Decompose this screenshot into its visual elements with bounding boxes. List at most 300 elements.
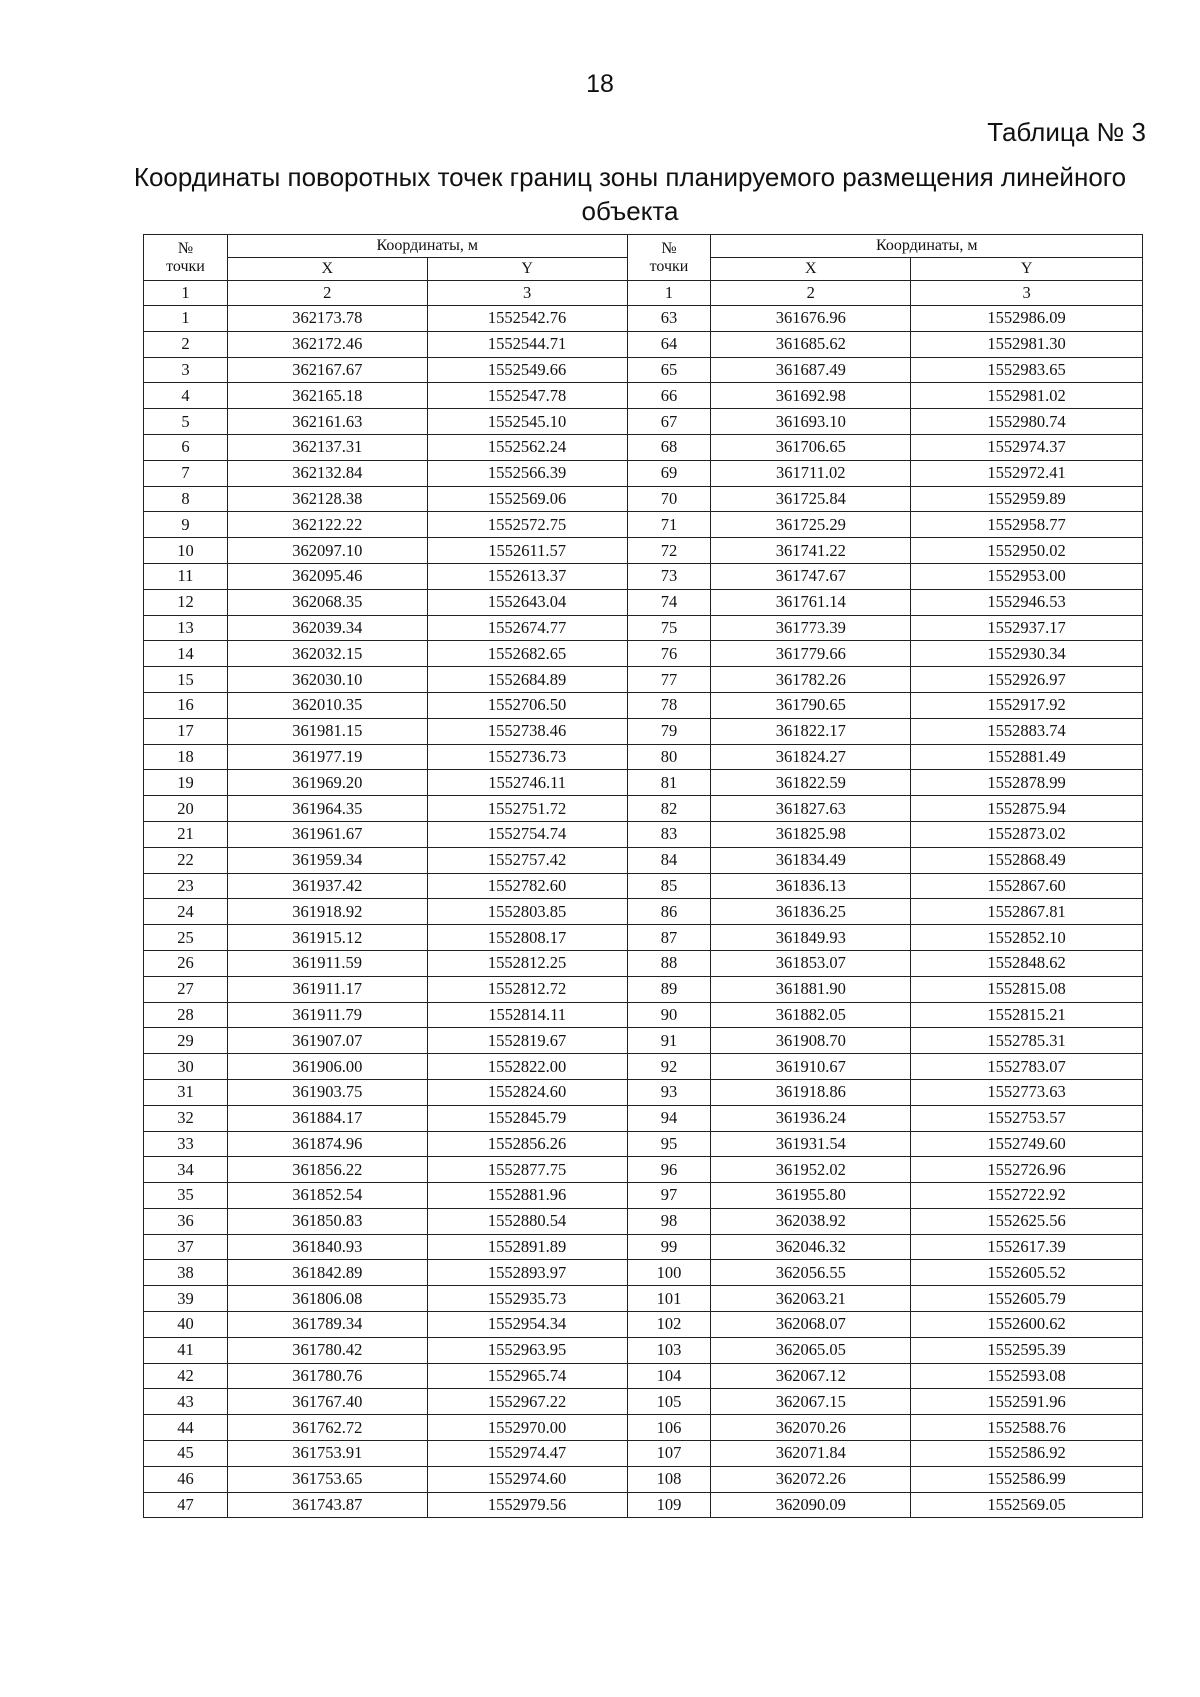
left-y-coordinate: 1552738.46 xyxy=(427,718,627,744)
table-row xyxy=(144,873,1143,899)
right-y-coordinate: 1552605.52 xyxy=(911,1260,1143,1286)
left-point-number: 24 xyxy=(144,899,228,925)
header-point-no-left: № точки xyxy=(144,235,228,281)
table-row xyxy=(144,847,1143,873)
right-x-coordinate: 362065.05 xyxy=(711,1337,911,1363)
right-y-coordinate: 1552591.96 xyxy=(911,1389,1143,1415)
right-x-coordinate: 361711.02 xyxy=(711,460,911,486)
left-point-number: 31 xyxy=(144,1079,228,1105)
header-y-left: Y xyxy=(427,258,627,281)
left-y-coordinate: 1552736.73 xyxy=(427,744,627,770)
left-y-coordinate: 1552891.89 xyxy=(427,1234,627,1260)
right-point-number: 101 xyxy=(627,1286,711,1312)
table-row xyxy=(144,409,1143,435)
table-row xyxy=(144,692,1143,718)
left-point-number: 11 xyxy=(144,563,228,589)
table-row xyxy=(144,486,1143,512)
left-y-coordinate: 1552684.89 xyxy=(427,667,627,693)
right-y-coordinate: 1552981.02 xyxy=(911,383,1143,409)
left-point-number: 10 xyxy=(144,538,228,564)
left-y-coordinate: 1552974.60 xyxy=(427,1466,627,1492)
left-y-coordinate: 1552674.77 xyxy=(427,615,627,641)
right-x-coordinate: 362068.07 xyxy=(711,1312,911,1338)
left-point-number: 1 xyxy=(144,306,228,332)
left-x-coordinate: 361780.42 xyxy=(227,1337,427,1363)
right-x-coordinate: 361918.86 xyxy=(711,1079,911,1105)
right-point-number: 97 xyxy=(627,1183,711,1209)
column-number: 2 xyxy=(711,281,911,306)
left-point-number: 14 xyxy=(144,641,228,667)
left-y-coordinate: 1552682.65 xyxy=(427,641,627,667)
left-x-coordinate: 361961.67 xyxy=(227,821,427,847)
left-y-coordinate: 1552963.95 xyxy=(427,1337,627,1363)
left-y-coordinate: 1552569.06 xyxy=(427,486,627,512)
left-x-coordinate: 361806.08 xyxy=(227,1286,427,1312)
right-point-number: 91 xyxy=(627,1028,711,1054)
right-y-coordinate: 1552881.49 xyxy=(911,744,1143,770)
right-x-coordinate: 361782.26 xyxy=(711,667,911,693)
right-y-coordinate: 1552586.99 xyxy=(911,1466,1143,1492)
left-x-coordinate: 361915.12 xyxy=(227,925,427,951)
left-x-coordinate: 361937.42 xyxy=(227,873,427,899)
right-x-coordinate: 362070.26 xyxy=(711,1415,911,1441)
right-y-coordinate: 1552753.57 xyxy=(911,1105,1143,1131)
left-point-number: 46 xyxy=(144,1466,228,1492)
right-y-coordinate: 1552883.74 xyxy=(911,718,1143,744)
right-y-coordinate: 1552926.97 xyxy=(911,667,1143,693)
left-point-number: 30 xyxy=(144,1054,228,1080)
right-x-coordinate: 362056.55 xyxy=(711,1260,911,1286)
right-x-coordinate: 361676.96 xyxy=(711,306,911,332)
table-row xyxy=(144,383,1143,409)
left-x-coordinate: 362173.78 xyxy=(227,306,427,332)
header-point-no-right: № точки xyxy=(627,235,711,281)
left-x-coordinate: 361911.79 xyxy=(227,1002,427,1028)
left-y-coordinate: 1552808.17 xyxy=(427,925,627,951)
right-x-coordinate: 361849.93 xyxy=(711,925,911,951)
left-point-number: 38 xyxy=(144,1260,228,1286)
coordinates-table xyxy=(143,234,1143,1518)
left-y-coordinate: 1552782.60 xyxy=(427,873,627,899)
right-x-coordinate: 361952.02 xyxy=(711,1157,911,1183)
right-y-coordinate: 1552950.02 xyxy=(911,538,1143,564)
left-x-coordinate: 362122.22 xyxy=(227,512,427,538)
right-x-coordinate: 362090.09 xyxy=(711,1492,911,1518)
left-y-coordinate: 1552542.76 xyxy=(427,306,627,332)
left-y-coordinate: 1552643.04 xyxy=(427,589,627,615)
right-y-coordinate: 1552726.96 xyxy=(911,1157,1143,1183)
header-coordinates-left: Координаты, м xyxy=(227,235,627,258)
left-y-coordinate: 1552754.74 xyxy=(427,821,627,847)
table-row xyxy=(144,770,1143,796)
right-y-coordinate: 1552867.60 xyxy=(911,873,1143,899)
header-x-right: X xyxy=(711,258,911,281)
right-point-number: 109 xyxy=(627,1492,711,1518)
left-y-coordinate: 1552824.60 xyxy=(427,1079,627,1105)
right-y-coordinate: 1552958.77 xyxy=(911,512,1143,538)
column-number-row xyxy=(144,281,1143,306)
left-point-number: 35 xyxy=(144,1183,228,1209)
left-x-coordinate: 361753.65 xyxy=(227,1466,427,1492)
column-number: 1 xyxy=(144,281,228,306)
left-point-number: 12 xyxy=(144,589,228,615)
table-row xyxy=(144,1028,1143,1054)
left-point-number: 45 xyxy=(144,1441,228,1467)
table-row xyxy=(144,512,1143,538)
left-y-coordinate: 1552819.67 xyxy=(427,1028,627,1054)
right-y-coordinate: 1552749.60 xyxy=(911,1131,1143,1157)
table-row xyxy=(144,1105,1143,1131)
left-x-coordinate: 362097.10 xyxy=(227,538,427,564)
right-y-coordinate: 1552605.79 xyxy=(911,1286,1143,1312)
left-x-coordinate: 361969.20 xyxy=(227,770,427,796)
left-y-coordinate: 1552877.75 xyxy=(427,1157,627,1183)
table-body xyxy=(144,281,1143,1518)
left-x-coordinate: 361789.34 xyxy=(227,1312,427,1338)
table-row xyxy=(144,1208,1143,1234)
right-x-coordinate: 361693.10 xyxy=(711,409,911,435)
table-row xyxy=(144,744,1143,770)
table-row xyxy=(144,563,1143,589)
left-y-coordinate: 1552935.73 xyxy=(427,1286,627,1312)
right-y-coordinate: 1552868.49 xyxy=(911,847,1143,873)
right-y-coordinate: 1552959.89 xyxy=(911,486,1143,512)
table-label: Таблица № 3 xyxy=(987,117,1146,147)
right-y-coordinate: 1552875.94 xyxy=(911,796,1143,822)
left-point-number: 25 xyxy=(144,925,228,951)
left-x-coordinate: 361981.15 xyxy=(227,718,427,744)
right-x-coordinate: 361725.84 xyxy=(711,486,911,512)
left-x-coordinate: 361753.91 xyxy=(227,1441,427,1467)
right-y-coordinate: 1552815.08 xyxy=(911,976,1143,1002)
page-title: Координаты поворотных точек границ зоны планируемого размещения линейного объекта xyxy=(133,162,1127,226)
left-x-coordinate: 361743.87 xyxy=(227,1492,427,1518)
left-point-number: 15 xyxy=(144,667,228,693)
right-point-number: 66 xyxy=(627,383,711,409)
header-y-right: Y xyxy=(911,258,1143,281)
right-y-coordinate: 1552593.08 xyxy=(911,1363,1143,1389)
table-row xyxy=(144,718,1143,744)
right-x-coordinate: 361747.67 xyxy=(711,563,911,589)
right-y-coordinate: 1552980.74 xyxy=(911,409,1143,435)
right-x-coordinate: 361955.80 xyxy=(711,1183,911,1209)
left-x-coordinate: 362137.31 xyxy=(227,434,427,460)
right-x-coordinate: 361790.65 xyxy=(711,692,911,718)
right-point-number: 68 xyxy=(627,434,711,460)
table-row xyxy=(144,1441,1143,1467)
left-x-coordinate: 361884.17 xyxy=(227,1105,427,1131)
right-x-coordinate: 362071.84 xyxy=(711,1441,911,1467)
left-y-coordinate: 1552611.57 xyxy=(427,538,627,564)
left-y-coordinate: 1552822.00 xyxy=(427,1054,627,1080)
column-number: 3 xyxy=(911,281,1143,306)
table-row xyxy=(144,1157,1143,1183)
left-point-number: 16 xyxy=(144,692,228,718)
left-point-number: 43 xyxy=(144,1389,228,1415)
header-x-left: X xyxy=(227,258,427,281)
left-y-coordinate: 1552613.37 xyxy=(427,563,627,589)
right-y-coordinate: 1552569.05 xyxy=(911,1492,1143,1518)
right-x-coordinate: 361834.49 xyxy=(711,847,911,873)
table-row xyxy=(144,641,1143,667)
right-x-coordinate: 361761.14 xyxy=(711,589,911,615)
right-point-number: 86 xyxy=(627,899,711,925)
right-x-coordinate: 361725.29 xyxy=(711,512,911,538)
right-y-coordinate: 1552848.62 xyxy=(911,950,1143,976)
right-x-coordinate: 362067.15 xyxy=(711,1389,911,1415)
right-y-coordinate: 1552852.10 xyxy=(911,925,1143,951)
left-point-number: 34 xyxy=(144,1157,228,1183)
table-row xyxy=(144,1286,1143,1312)
left-point-number: 26 xyxy=(144,950,228,976)
right-x-coordinate: 361931.54 xyxy=(711,1131,911,1157)
right-point-number: 77 xyxy=(627,667,711,693)
left-x-coordinate: 362167.67 xyxy=(227,357,427,383)
left-x-coordinate: 362068.35 xyxy=(227,589,427,615)
right-x-coordinate: 361824.27 xyxy=(711,744,911,770)
table-row xyxy=(144,589,1143,615)
left-y-coordinate: 1552967.22 xyxy=(427,1389,627,1415)
right-point-number: 98 xyxy=(627,1208,711,1234)
right-x-coordinate: 362063.21 xyxy=(711,1286,911,1312)
left-point-number: 44 xyxy=(144,1415,228,1441)
right-y-coordinate: 1552773.63 xyxy=(911,1079,1143,1105)
right-point-number: 100 xyxy=(627,1260,711,1286)
right-point-number: 90 xyxy=(627,1002,711,1028)
right-point-number: 83 xyxy=(627,821,711,847)
table-row xyxy=(144,1389,1143,1415)
table-row xyxy=(144,1131,1143,1157)
right-point-number: 99 xyxy=(627,1234,711,1260)
table-row xyxy=(144,331,1143,357)
left-y-coordinate: 1552893.97 xyxy=(427,1260,627,1286)
table-row xyxy=(144,1234,1143,1260)
table-row xyxy=(144,1260,1143,1286)
left-y-coordinate: 1552803.85 xyxy=(427,899,627,925)
right-x-coordinate: 362072.26 xyxy=(711,1466,911,1492)
table-row xyxy=(144,1312,1143,1338)
left-point-number: 6 xyxy=(144,434,228,460)
right-y-coordinate: 1552981.30 xyxy=(911,331,1143,357)
right-point-number: 63 xyxy=(627,306,711,332)
left-x-coordinate: 361840.93 xyxy=(227,1234,427,1260)
table-row xyxy=(144,1415,1143,1441)
right-point-number: 106 xyxy=(627,1415,711,1441)
left-y-coordinate: 1552880.54 xyxy=(427,1208,627,1234)
right-point-number: 70 xyxy=(627,486,711,512)
right-y-coordinate: 1552588.76 xyxy=(911,1415,1143,1441)
left-y-coordinate: 1552881.96 xyxy=(427,1183,627,1209)
right-point-number: 79 xyxy=(627,718,711,744)
right-y-coordinate: 1552595.39 xyxy=(911,1337,1143,1363)
table-row xyxy=(144,1492,1143,1518)
table-row xyxy=(144,899,1143,925)
table-row xyxy=(144,821,1143,847)
left-point-number: 22 xyxy=(144,847,228,873)
left-y-coordinate: 1552954.34 xyxy=(427,1312,627,1338)
left-x-coordinate: 362172.46 xyxy=(227,331,427,357)
right-x-coordinate: 361836.25 xyxy=(711,899,911,925)
left-x-coordinate: 361964.35 xyxy=(227,796,427,822)
left-point-number: 33 xyxy=(144,1131,228,1157)
right-point-number: 87 xyxy=(627,925,711,951)
right-y-coordinate: 1552953.00 xyxy=(911,563,1143,589)
left-y-coordinate: 1552814.11 xyxy=(427,1002,627,1028)
right-point-number: 67 xyxy=(627,409,711,435)
table-row xyxy=(144,1466,1143,1492)
table-row xyxy=(144,460,1143,486)
right-x-coordinate: 361836.13 xyxy=(711,873,911,899)
left-point-number: 47 xyxy=(144,1492,228,1518)
table-row xyxy=(144,1337,1143,1363)
left-point-number: 3 xyxy=(144,357,228,383)
left-y-coordinate: 1552545.10 xyxy=(427,409,627,435)
table-row xyxy=(144,1183,1143,1209)
table-row xyxy=(144,306,1143,332)
left-point-number: 7 xyxy=(144,460,228,486)
left-y-coordinate: 1552547.78 xyxy=(427,383,627,409)
right-y-coordinate: 1552783.07 xyxy=(911,1054,1143,1080)
left-x-coordinate: 362161.63 xyxy=(227,409,427,435)
right-y-coordinate: 1552983.65 xyxy=(911,357,1143,383)
left-point-number: 9 xyxy=(144,512,228,538)
right-y-coordinate: 1552625.56 xyxy=(911,1208,1143,1234)
left-x-coordinate: 361911.17 xyxy=(227,976,427,1002)
column-number: 3 xyxy=(427,281,627,306)
right-x-coordinate: 361853.07 xyxy=(711,950,911,976)
left-point-number: 37 xyxy=(144,1234,228,1260)
right-y-coordinate: 1552930.34 xyxy=(911,641,1143,667)
right-point-number: 102 xyxy=(627,1312,711,1338)
left-x-coordinate: 361780.76 xyxy=(227,1363,427,1389)
right-x-coordinate: 362038.92 xyxy=(711,1208,911,1234)
right-point-number: 93 xyxy=(627,1079,711,1105)
left-y-coordinate: 1552856.26 xyxy=(427,1131,627,1157)
left-point-number: 41 xyxy=(144,1337,228,1363)
left-point-number: 28 xyxy=(144,1002,228,1028)
right-y-coordinate: 1552617.39 xyxy=(911,1234,1143,1260)
left-point-number: 39 xyxy=(144,1286,228,1312)
left-x-coordinate: 362095.46 xyxy=(227,563,427,589)
table-row xyxy=(144,615,1143,641)
right-x-coordinate: 361692.98 xyxy=(711,383,911,409)
table-row xyxy=(144,950,1143,976)
left-y-coordinate: 1552572.75 xyxy=(427,512,627,538)
right-x-coordinate: 361908.70 xyxy=(711,1028,911,1054)
page-number: 18 xyxy=(586,70,614,98)
right-point-number: 107 xyxy=(627,1441,711,1467)
right-y-coordinate: 1552586.92 xyxy=(911,1441,1143,1467)
right-point-number: 69 xyxy=(627,460,711,486)
right-x-coordinate: 361936.24 xyxy=(711,1105,911,1131)
right-point-number: 95 xyxy=(627,1131,711,1157)
left-y-coordinate: 1552549.66 xyxy=(427,357,627,383)
table-row xyxy=(144,1363,1143,1389)
left-point-number: 29 xyxy=(144,1028,228,1054)
right-x-coordinate: 362067.12 xyxy=(711,1363,911,1389)
left-x-coordinate: 361856.22 xyxy=(227,1157,427,1183)
left-x-coordinate: 361842.89 xyxy=(227,1260,427,1286)
left-x-coordinate: 362039.34 xyxy=(227,615,427,641)
left-y-coordinate: 1552845.79 xyxy=(427,1105,627,1131)
right-point-number: 82 xyxy=(627,796,711,822)
right-x-coordinate: 361741.22 xyxy=(711,538,911,564)
table-row xyxy=(144,1054,1143,1080)
right-point-number: 65 xyxy=(627,357,711,383)
left-y-coordinate: 1552544.71 xyxy=(427,331,627,357)
right-x-coordinate: 361822.17 xyxy=(711,718,911,744)
left-x-coordinate: 361918.92 xyxy=(227,899,427,925)
left-point-number: 40 xyxy=(144,1312,228,1338)
right-x-coordinate: 361773.39 xyxy=(711,615,911,641)
right-y-coordinate: 1552878.99 xyxy=(911,770,1143,796)
right-x-coordinate: 361685.62 xyxy=(711,331,911,357)
right-point-number: 84 xyxy=(627,847,711,873)
left-y-coordinate: 1552812.25 xyxy=(427,950,627,976)
table-row xyxy=(144,1002,1143,1028)
left-x-coordinate: 362128.38 xyxy=(227,486,427,512)
table-row xyxy=(144,538,1143,564)
left-x-coordinate: 362132.84 xyxy=(227,460,427,486)
right-y-coordinate: 1552873.02 xyxy=(911,821,1143,847)
right-y-coordinate: 1552867.81 xyxy=(911,899,1143,925)
right-point-number: 105 xyxy=(627,1389,711,1415)
left-y-coordinate: 1552812.72 xyxy=(427,976,627,1002)
left-x-coordinate: 361850.83 xyxy=(227,1208,427,1234)
right-point-number: 75 xyxy=(627,615,711,641)
left-x-coordinate: 361977.19 xyxy=(227,744,427,770)
right-point-number: 96 xyxy=(627,1157,711,1183)
right-x-coordinate: 361910.67 xyxy=(711,1054,911,1080)
right-point-number: 88 xyxy=(627,950,711,976)
left-y-coordinate: 1552751.72 xyxy=(427,796,627,822)
left-x-coordinate: 361906.00 xyxy=(227,1054,427,1080)
right-x-coordinate: 361779.66 xyxy=(711,641,911,667)
table-row xyxy=(144,434,1143,460)
right-point-number: 73 xyxy=(627,563,711,589)
left-point-number: 21 xyxy=(144,821,228,847)
left-point-number: 17 xyxy=(144,718,228,744)
right-x-coordinate: 361882.05 xyxy=(711,1002,911,1028)
right-x-coordinate: 361706.65 xyxy=(711,434,911,460)
left-point-number: 20 xyxy=(144,796,228,822)
right-point-number: 85 xyxy=(627,873,711,899)
table-row xyxy=(144,796,1143,822)
right-point-number: 94 xyxy=(627,1105,711,1131)
left-point-number: 2 xyxy=(144,331,228,357)
left-x-coordinate: 362010.35 xyxy=(227,692,427,718)
table-row xyxy=(144,925,1143,951)
right-point-number: 72 xyxy=(627,538,711,564)
right-x-coordinate: 361827.63 xyxy=(711,796,911,822)
right-point-number: 108 xyxy=(627,1466,711,1492)
left-y-coordinate: 1552746.11 xyxy=(427,770,627,796)
header-row-top xyxy=(144,235,1143,258)
right-x-coordinate: 361687.49 xyxy=(711,357,911,383)
left-point-number: 4 xyxy=(144,383,228,409)
right-x-coordinate: 361881.90 xyxy=(711,976,911,1002)
column-number: 2 xyxy=(227,281,427,306)
left-y-coordinate: 1552562.24 xyxy=(427,434,627,460)
left-x-coordinate: 361852.54 xyxy=(227,1183,427,1209)
right-point-number: 103 xyxy=(627,1337,711,1363)
right-point-number: 64 xyxy=(627,331,711,357)
right-y-coordinate: 1552785.31 xyxy=(911,1028,1143,1054)
right-point-number: 89 xyxy=(627,976,711,1002)
left-point-number: 13 xyxy=(144,615,228,641)
right-point-number: 104 xyxy=(627,1363,711,1389)
right-y-coordinate: 1552917.92 xyxy=(911,692,1143,718)
